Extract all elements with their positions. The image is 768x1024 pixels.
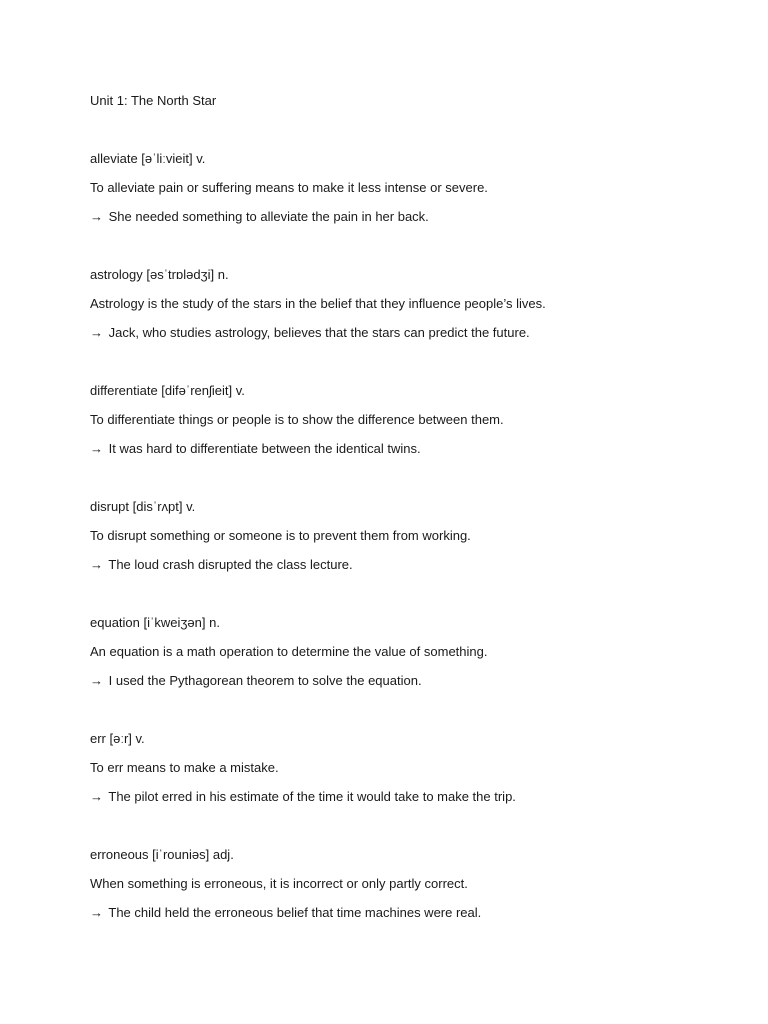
entry-definition: To alleviate pain or suffering means to make it less intense or severe. — [90, 180, 488, 195]
vocab-entry — [90, 265, 710, 343]
vocab-entry — [90, 497, 710, 575]
arrow-icon: → — [90, 557, 103, 572]
arrow-icon: → — [90, 441, 103, 456]
entry-example — [90, 903, 710, 923]
vocab-entry — [90, 845, 710, 923]
entry-headword: alleviate [əˈliːvieit] v. — [90, 151, 206, 166]
entry-definition: To disrupt something or someone is to prevent them from working. — [90, 528, 471, 543]
arrow-icon: → — [90, 673, 103, 688]
entry-definition: When something is erroneous, it is incorrect or only partly correct. — [90, 876, 468, 891]
entry-example — [90, 555, 710, 575]
entry-example — [90, 787, 710, 807]
vocab-entry — [90, 149, 710, 227]
entry-headword: astrology [əsˈtrɒlədʒi] n. — [90, 267, 229, 282]
entry-example-text: Jack, who studies astrology, believes that the stars can predict the future. — [108, 325, 530, 340]
entry-example-text: I used the Pythagorean theorem to solve the equation. — [108, 673, 422, 688]
arrow-icon: → — [90, 905, 103, 920]
entry-headword: erroneous [iˈrouniəs] adj. — [90, 847, 234, 862]
entry-example — [90, 671, 710, 691]
entry-example-text: The child held the erroneous belief that time machines were real. — [108, 905, 482, 920]
entry-definition: To differentiate things or people is to show the difference between them. — [90, 412, 504, 427]
entry-example-text: The loud crash disrupted the class lecture. — [108, 557, 353, 572]
entry-example — [90, 439, 710, 459]
vocab-entry — [90, 729, 710, 807]
document-content — [90, 91, 710, 961]
vocab-entry — [90, 381, 710, 459]
entry-headword: disrupt [disˈrʌpt] v. — [90, 499, 196, 514]
vocab-entry — [90, 613, 710, 691]
entry-definition: An equation is a math operation to determine the value of something. — [90, 644, 488, 659]
entry-example-text: It was hard to differentiate between the identical twins. — [108, 441, 421, 456]
entry-example-text: She needed something to alleviate the pain in her back. — [108, 209, 429, 224]
entry-example — [90, 207, 710, 227]
arrow-icon: → — [90, 325, 103, 340]
entry-example-text: The pilot erred in his estimate of the time it would take to make the trip. — [108, 789, 516, 804]
entry-headword: differentiate [difəˈrenʃieit] v. — [90, 383, 245, 398]
entry-headword: equation [iˈkweiʒən] n. — [90, 615, 220, 630]
arrow-icon: → — [90, 209, 103, 224]
arrow-icon: → — [90, 789, 103, 804]
entry-definition: Astrology is the study of the stars in the belief that they influence people’s lives. — [90, 296, 546, 311]
entry-example — [90, 323, 710, 343]
entry-headword: err [əːr] v. — [90, 731, 145, 746]
entry-definition: To err means to make a mistake. — [90, 760, 279, 775]
unit-title: Unit 1: The North Star — [90, 93, 217, 108]
